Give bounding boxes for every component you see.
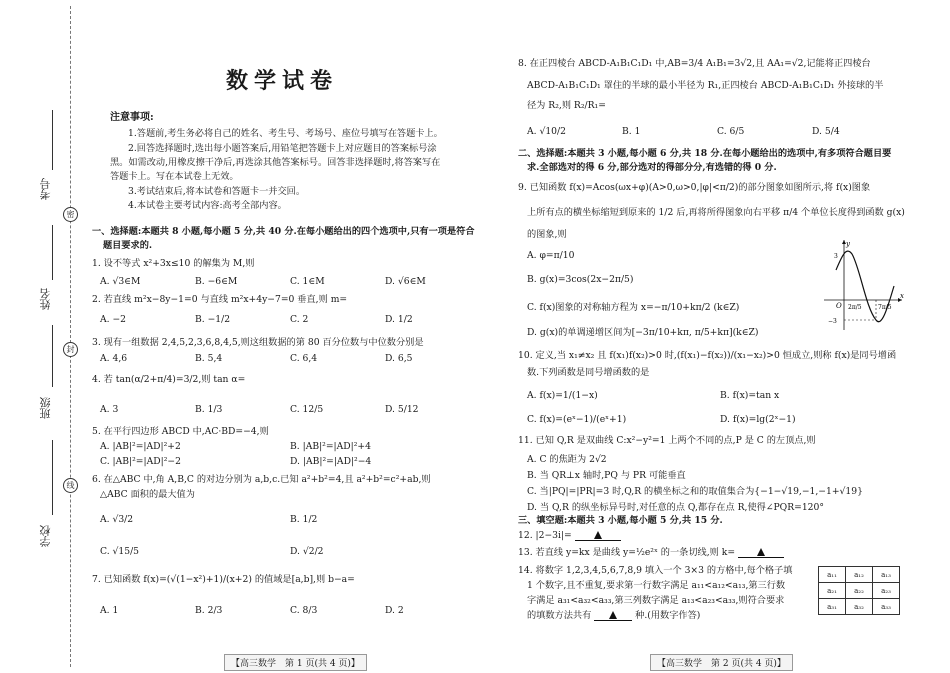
question-stem: 3. 现有一组数据 2,4,5,2,3,6,8,4,5,则这组数据的第 80 百分位数与中位数分别是 bbox=[92, 337, 424, 348]
option-a: A. 3 bbox=[100, 404, 119, 415]
option-c: C. f(x)图象的对称轴方程为 x=−π/10+kπ/2 (k∈Z) bbox=[527, 302, 740, 313]
binding-margin bbox=[0, 0, 88, 673]
answer-blank bbox=[738, 547, 784, 558]
answer-blank bbox=[594, 610, 632, 621]
grid-cell: a₁₁ bbox=[819, 567, 846, 583]
option-b: B. 当 QR⊥x 轴时,PQ 与 PR 可能垂直 bbox=[527, 470, 686, 481]
grid-cell: a₃₂ bbox=[846, 599, 873, 615]
question-stem: 11. 已知 Q,R 是双曲线 C:x²−y²=1 上两个不同的点,P 是 C 的左顶点,则 bbox=[518, 435, 816, 446]
question-stem: 上所有点的横坐标缩短到原来的 1/2 后,再将所得图象向右平移 π/4 个单位长度得到函数 g(x) bbox=[527, 207, 905, 218]
question-stem: 径为 R₂,则 R₂/R₁= bbox=[527, 100, 606, 111]
question-12 bbox=[518, 530, 621, 542]
option-a: A. C 的焦距为 2√2 bbox=[527, 454, 607, 465]
option-c: C. √15/5 bbox=[100, 546, 140, 557]
curve bbox=[836, 251, 894, 322]
question-stem: 13. 若直线 y=kx 是曲线 y=½e²ˣ 的一条切线,则 k= bbox=[518, 547, 736, 558]
option-a: A. 4,6 bbox=[100, 353, 128, 364]
option-c: C. 12/5 bbox=[290, 404, 324, 415]
question-stem: ABCD-A₁B₁C₁D₁ 罩住的半球的最小半径为 R₁,正四棱台 ABCD-A₁B₁C₁D₁ 外接球的半 bbox=[527, 80, 884, 91]
option-a: A. √3/2 bbox=[100, 514, 134, 525]
grid-cell: a₂₁ bbox=[819, 583, 846, 599]
tick-label: 7π/5 bbox=[878, 304, 892, 311]
option-c: C. |AB|²=|AD|²−2 bbox=[100, 456, 181, 467]
option-d: D. 5/4 bbox=[812, 126, 840, 137]
option-d: D. 1/2 bbox=[385, 314, 413, 325]
option-b: B. |AB|²=|AD|²+4 bbox=[290, 441, 371, 452]
question-stem: 1 个数字,且不重复,要求第一行数字满足 a₁₁<a₁₂<a₁₃,第三行数 bbox=[527, 580, 786, 591]
tick-label: −3 bbox=[828, 318, 837, 325]
notice-line: 3.考试结束后,将本试卷和答题卡一并交回。 bbox=[128, 186, 306, 197]
notice-line: 1.答题前,考生务必将自己的姓名、考生号、考场号、座位号填写在答题卡上。 bbox=[128, 128, 443, 139]
section-heading: 求.全部选对的得 6 分,部分选对的得部分分,有选错的得 0 分. bbox=[527, 162, 777, 173]
seal-circle: 密 bbox=[63, 207, 78, 222]
option-d: D. 2 bbox=[385, 605, 404, 616]
origin-label: O bbox=[836, 302, 842, 310]
option-b: B. 1/3 bbox=[195, 404, 223, 415]
exam-number-line bbox=[52, 110, 53, 170]
seal-circle: 封 bbox=[63, 342, 78, 357]
option-c: C. 6/5 bbox=[717, 126, 745, 137]
section-heading: 一、选择题:本题共 8 小题,每小题 5 分,共 40 分.在每小题给出的四个选项中,只有一项是符合 bbox=[92, 226, 475, 237]
option-d: D. √6∈M bbox=[385, 276, 426, 287]
option-a: A. 1 bbox=[100, 605, 119, 616]
question-stem: 2. 若直线 m²x−8y−1=0 与直线 m²x+4y−7=0 垂直,则 m= bbox=[92, 294, 348, 305]
question-stem: 4. 若 tan(α/2+π/4)=3/2,则 tan α= bbox=[92, 374, 246, 385]
option-a: A. √3∈M bbox=[100, 276, 141, 287]
option-d: D. |AB|²=|AD|²−4 bbox=[290, 456, 372, 467]
question-stem: 14. 将数字 1,2,3,4,5,6,7,8,9 填入一个 3×3 的方格中,每个格子填 bbox=[518, 565, 793, 576]
option-d: D. g(x)的单调递增区间为[−3π/10+kπ, π/5+kπ](k∈Z) bbox=[527, 327, 759, 338]
question-stem: 5. 在平行四边形 ABCD 中,AC·BD=−4,则 bbox=[92, 426, 269, 437]
label-class: 班级 bbox=[39, 397, 52, 419]
option-d: D. √2/2 bbox=[290, 546, 324, 557]
label-exam-number: 考号 bbox=[39, 178, 52, 200]
option-d: D. f(x)=lg(2ˣ−1) bbox=[720, 414, 796, 425]
grid-cell: a₁₂ bbox=[846, 567, 873, 583]
grid-row bbox=[819, 599, 900, 615]
option-a: A. −2 bbox=[100, 314, 127, 325]
tick-label: 2π/5 bbox=[848, 304, 862, 311]
tick-label: 3 bbox=[834, 253, 838, 260]
blank-marker-icon bbox=[594, 531, 602, 539]
cosine-graph bbox=[822, 236, 906, 332]
grid-row bbox=[819, 567, 900, 583]
blank-marker-icon bbox=[757, 548, 765, 556]
option-c: C. 2 bbox=[290, 314, 309, 325]
option-d: D. 5/12 bbox=[385, 404, 419, 415]
option-b: B. 5,4 bbox=[195, 353, 223, 364]
option-a: A. φ=π/10 bbox=[527, 250, 575, 261]
question-stem: 字满足 a₃₁<a₃₂<a₃₃,第三列数字满足 a₁₃<a₂₃<a₃₃,则符合要求 bbox=[527, 595, 785, 606]
cut-line bbox=[70, 6, 71, 667]
label-name: 姓名 bbox=[39, 288, 52, 310]
question-stem: 12. |2−3i|= bbox=[518, 530, 572, 541]
option-a: A. f(x)=1/(1−x) bbox=[527, 390, 598, 401]
class-line bbox=[52, 325, 53, 387]
grid-cell: a₂₂ bbox=[846, 583, 873, 599]
question-stem: △ABC 面积的最大值为 bbox=[100, 489, 195, 500]
notice-line: 4.本试卷主要考试内容:高考全部内容。 bbox=[128, 200, 287, 211]
question-stem: 的图象,则 bbox=[527, 229, 567, 240]
question-13 bbox=[518, 547, 784, 559]
notice-line: 2.回答选择题时,选出每小题答案后,用铅笔把答题卡上对应题目的答案标号涂 bbox=[128, 143, 437, 154]
option-d: D. 当 Q,R 的纵坐标异号时,对任意的点 Q,都存在点 R,使得∠PQR=120° bbox=[527, 502, 824, 513]
option-b: B. g(x)=3cos(2x−2π/5) bbox=[527, 274, 634, 285]
question-stem: 数.下列函数是同号增函数的是 bbox=[527, 367, 650, 378]
page-footer: 【高三数学 第 2 页(共 4 页)】 bbox=[650, 654, 793, 671]
grid-cell: a₁₃ bbox=[873, 567, 900, 583]
x-label: x bbox=[900, 292, 904, 300]
section-heading: 三、填空题:本题共 3 小题,每小题 5 分,共 15 分. bbox=[518, 515, 723, 526]
question-14-tail bbox=[527, 610, 700, 622]
answer-blank bbox=[575, 530, 621, 541]
notice-heading: 注意事项: bbox=[110, 112, 154, 123]
option-d: D. 6,5 bbox=[385, 353, 413, 364]
notice-line: 答题卡上。写在本试卷上无效。 bbox=[110, 171, 239, 182]
option-a: A. √10/2 bbox=[527, 126, 566, 137]
question-stem: 种.(用数字作答) bbox=[635, 610, 701, 621]
option-b: B. 1 bbox=[622, 126, 641, 137]
question-stem: 9. 已知函数 f(x)=Acos(ωx+φ)(A>0,ω>0,|φ|<π/2)的部分图象如图所示,将 f(x)图象 bbox=[518, 182, 871, 193]
question-stem: 7. 已知函数 f(x)=(√(1−x²)+1)/(x+2) 的值域是[a,b],则 b−a= bbox=[92, 574, 355, 585]
grid-cell: a₃₁ bbox=[819, 599, 846, 615]
question-stem: 8. 在正四棱台 ABCD-A₁B₁C₁D₁ 中,AB=3/4 A₁B₁=3√2,且 AA₁=√2,记能将正四棱台 bbox=[518, 58, 871, 69]
name-line bbox=[52, 225, 53, 280]
option-b: B. f(x)=tan x bbox=[720, 390, 780, 401]
option-a: A. |AB|²=|AD|²+2 bbox=[100, 441, 181, 452]
question-stem: 10. 定义,当 x₁≠x₂ 且 f(x₁)f(x₂)>0 时,(f(x₁)−f(x₂))/(x₁−x₂)>0 恒成立,则称 f(x)是同号增函 bbox=[518, 350, 897, 361]
option-b: B. −1/2 bbox=[195, 314, 231, 325]
notice-line: 黑。如需改动,用橡皮擦干净后,再选涂其他答案标号。回答非选择题时,将答案写在 bbox=[110, 157, 441, 168]
page-footer: 【高三数学 第 1 页(共 4 页)】 bbox=[224, 654, 367, 671]
option-c: C. 6,4 bbox=[290, 353, 318, 364]
seal-circle: 线 bbox=[63, 478, 78, 493]
option-b: B. 1/2 bbox=[290, 514, 318, 525]
grid-cell: a₂₃ bbox=[873, 583, 900, 599]
label-school: 学校 bbox=[39, 525, 52, 547]
number-grid bbox=[818, 566, 900, 615]
section-heading: 题目要求的. bbox=[103, 240, 153, 251]
question-stem: 的填数方法共有 bbox=[527, 610, 592, 621]
y-label: y bbox=[846, 240, 850, 248]
grid-cell: a₃₃ bbox=[873, 599, 900, 615]
option-b: B. −6∈M bbox=[195, 276, 238, 287]
school-line bbox=[52, 440, 53, 515]
option-c: C. f(x)=(eˣ−1)/(eˣ+1) bbox=[527, 414, 627, 425]
page-title: 数学试卷 bbox=[226, 68, 339, 94]
option-c: C. 1∈M bbox=[290, 276, 325, 287]
option-b: B. 2/3 bbox=[195, 605, 223, 616]
option-c: C. 当|PQ|=|PR|=3 时,Q,R 的横坐标之和的取值集合为{−1−√19,−1,−1+√19} bbox=[527, 486, 863, 497]
section-heading: 二、选择题:本题共 3 小题,每小题 6 分,共 18 分.在每小题给出的选项中,有多项符合题目要 bbox=[518, 148, 892, 159]
option-c: C. 8/3 bbox=[290, 605, 318, 616]
blank-marker-icon bbox=[609, 611, 617, 619]
grid-row bbox=[819, 583, 900, 599]
question-stem: 1. 设不等式 x²+3x≤10 的解集为 M,则 bbox=[92, 258, 255, 269]
question-stem: 6. 在△ABC 中,角 A,B,C 的对边分别为 a,b,c.已知 a²+b²=4,且 a²+b²=c²+ab,则 bbox=[92, 474, 431, 485]
